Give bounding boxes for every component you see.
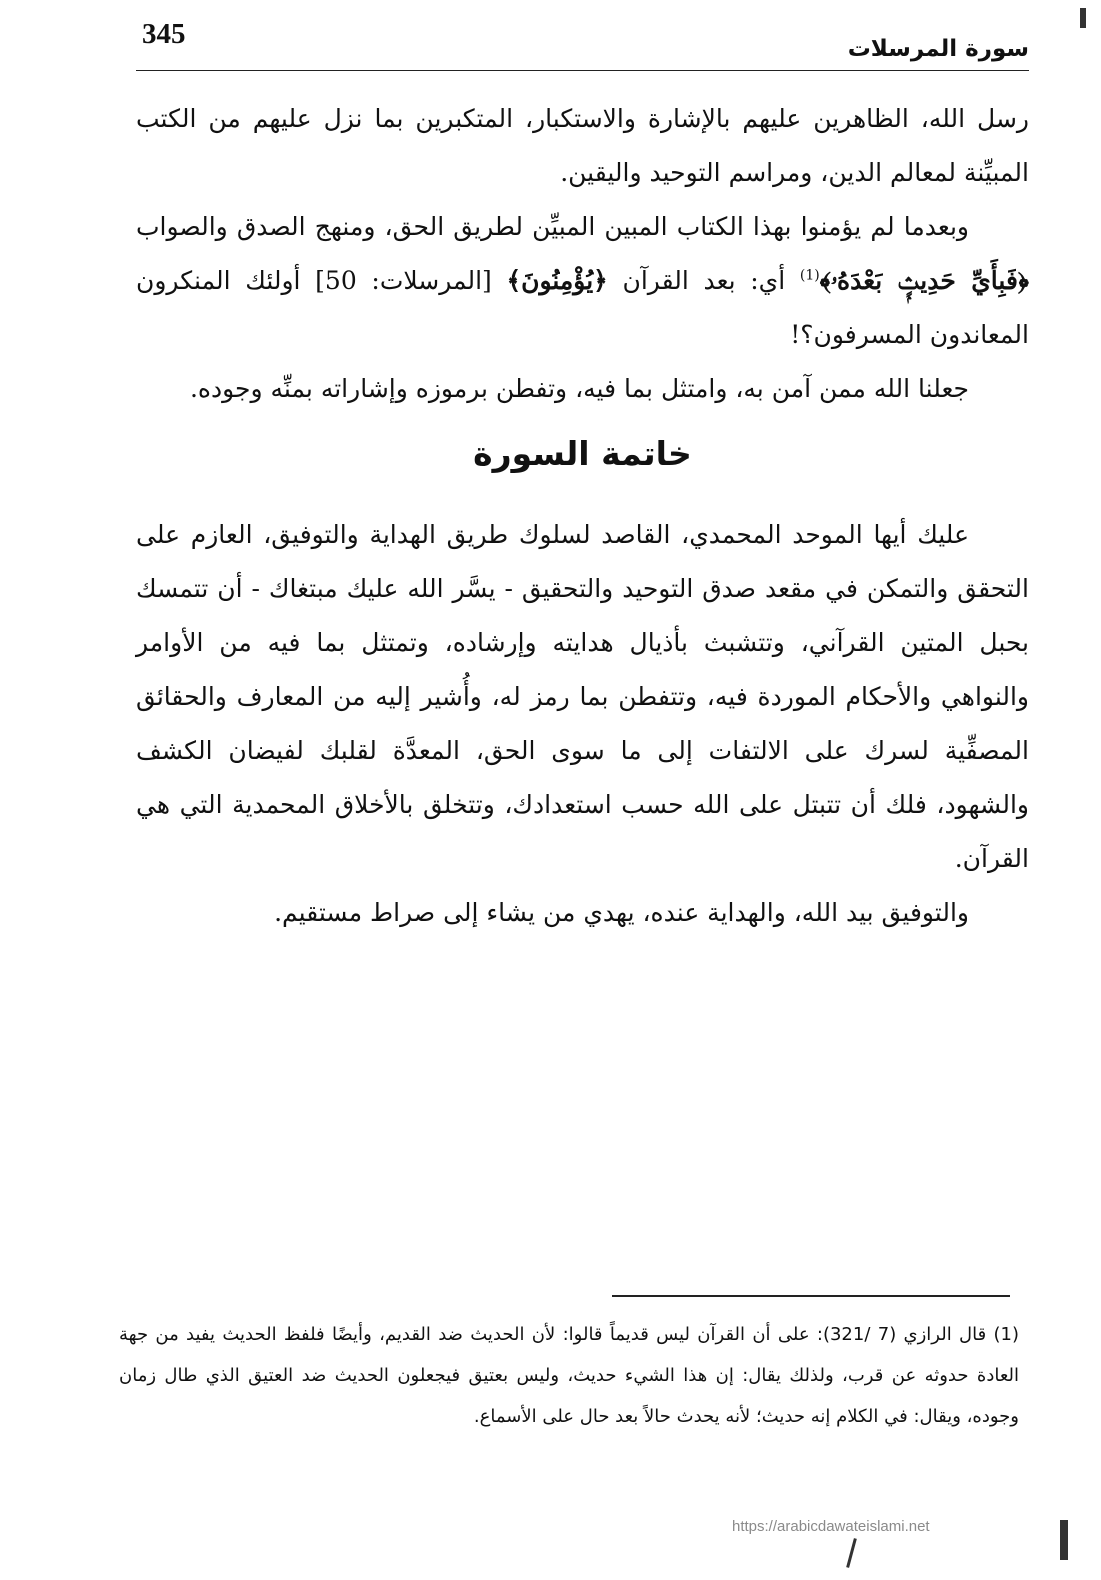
quran-quote-2: ﴿يُؤْمِنُونَ﴾: [506, 266, 608, 295]
scan-mark: [846, 1538, 857, 1568]
watermark-url: https://arabicdawateislami.net: [732, 1518, 930, 1535]
intro-paragraph-2: [136, 200, 1029, 362]
running-head: سورة المرسلات: [847, 36, 1029, 62]
intro-section: [136, 92, 1029, 416]
intro-p2-text-c: [المرسلات: 50] أولئك المنكرون المعاندون المسرفون؟!: [136, 266, 1029, 349]
closing-section: [136, 508, 1029, 940]
footnote-reference[interactable]: (1): [799, 267, 820, 284]
intro-paragraph-1: رسل الله، الظاهرين عليهم بالإشارة والاستكبار، المتكبرين بما نزل عليهم من الكتب المبيِّنة لمعالم الدين، ومراسم التوحيد واليقين.: [136, 104, 1029, 187]
scan-mark: [1060, 1520, 1068, 1560]
quran-quote-1: ﴿فَبِأَيِّ حَدِيثٍۭ بَعْدَهُۥ﴾: [819, 266, 1029, 295]
intro-p2-text-a: وبعدما لم يؤمنوا بهذا الكتاب المبين المبيِّن لطريق الحق، ومنهج الصدق والصواب: [136, 212, 969, 241]
intro-p2-text-b: أي: بعد القرآن: [607, 266, 800, 295]
scan-mark: [1080, 8, 1086, 28]
closing-paragraph-2: والتوفيق بيد الله، والهداية عنده، يهدي من يشاء إلى صراط مستقيم.: [274, 898, 969, 927]
footnote-1: (1) قال الرازي (7 /321): على أن القرآن ليس قديماً قالوا: لأن الحديث ضد القديم، وأيضًا فلفظ الحديث يفيد من جهة العادة حدوثه عن قرب، ولذلك يقال: إن هذا الشيء حديث، وليس بعتيق فيجعلون الحديث ضد العتيق الذي طال زمان وجوده، ويقال: في الكلام إنه حديث؛ لأنه يحدث حالاً بعد حال على الأسماع.: [119, 1324, 1020, 1427]
header-rule: [136, 70, 1029, 71]
footnote-rule: [612, 1295, 1010, 1297]
intro-paragraph-3: جعلنا الله ممن آمن به، وامتثل بما فيه، وتفطن برموزه وإشاراته بمنِّه وجوده.: [189, 374, 969, 403]
footnotes: [119, 1314, 1019, 1437]
section-heading: خاتمة السورة: [473, 434, 692, 473]
page-number: 345: [142, 18, 186, 50]
closing-paragraph-1: عليك أيها الموحد المحمدي، القاصد لسلوك طريق الهداية والتوفيق، العازم على التحقق والتمكن في مقعد صدق التوحيد والتحقيق - يسَّر الله عليك مبتغاك - أن تتمسك بحبل المتين القرآني، وتتشبث بأذيال هدايته وإرشاده، وتمتثل بما فيه من الأوامر والنواهي والأحكام الموردة فيه، وتتفطن بما رمز له، وأُشير إليه من المعارف والحقائق المصفِّية لسرك على الالتفات إلى ما سوى الحق، المعدَّة لقلبك لفيضان الكشف والشهود، فلك أن تتبتل على الله حسب استعدادك، وتتخلق بالأخلاق المحمدية التي هي القرآن.: [136, 520, 1029, 873]
